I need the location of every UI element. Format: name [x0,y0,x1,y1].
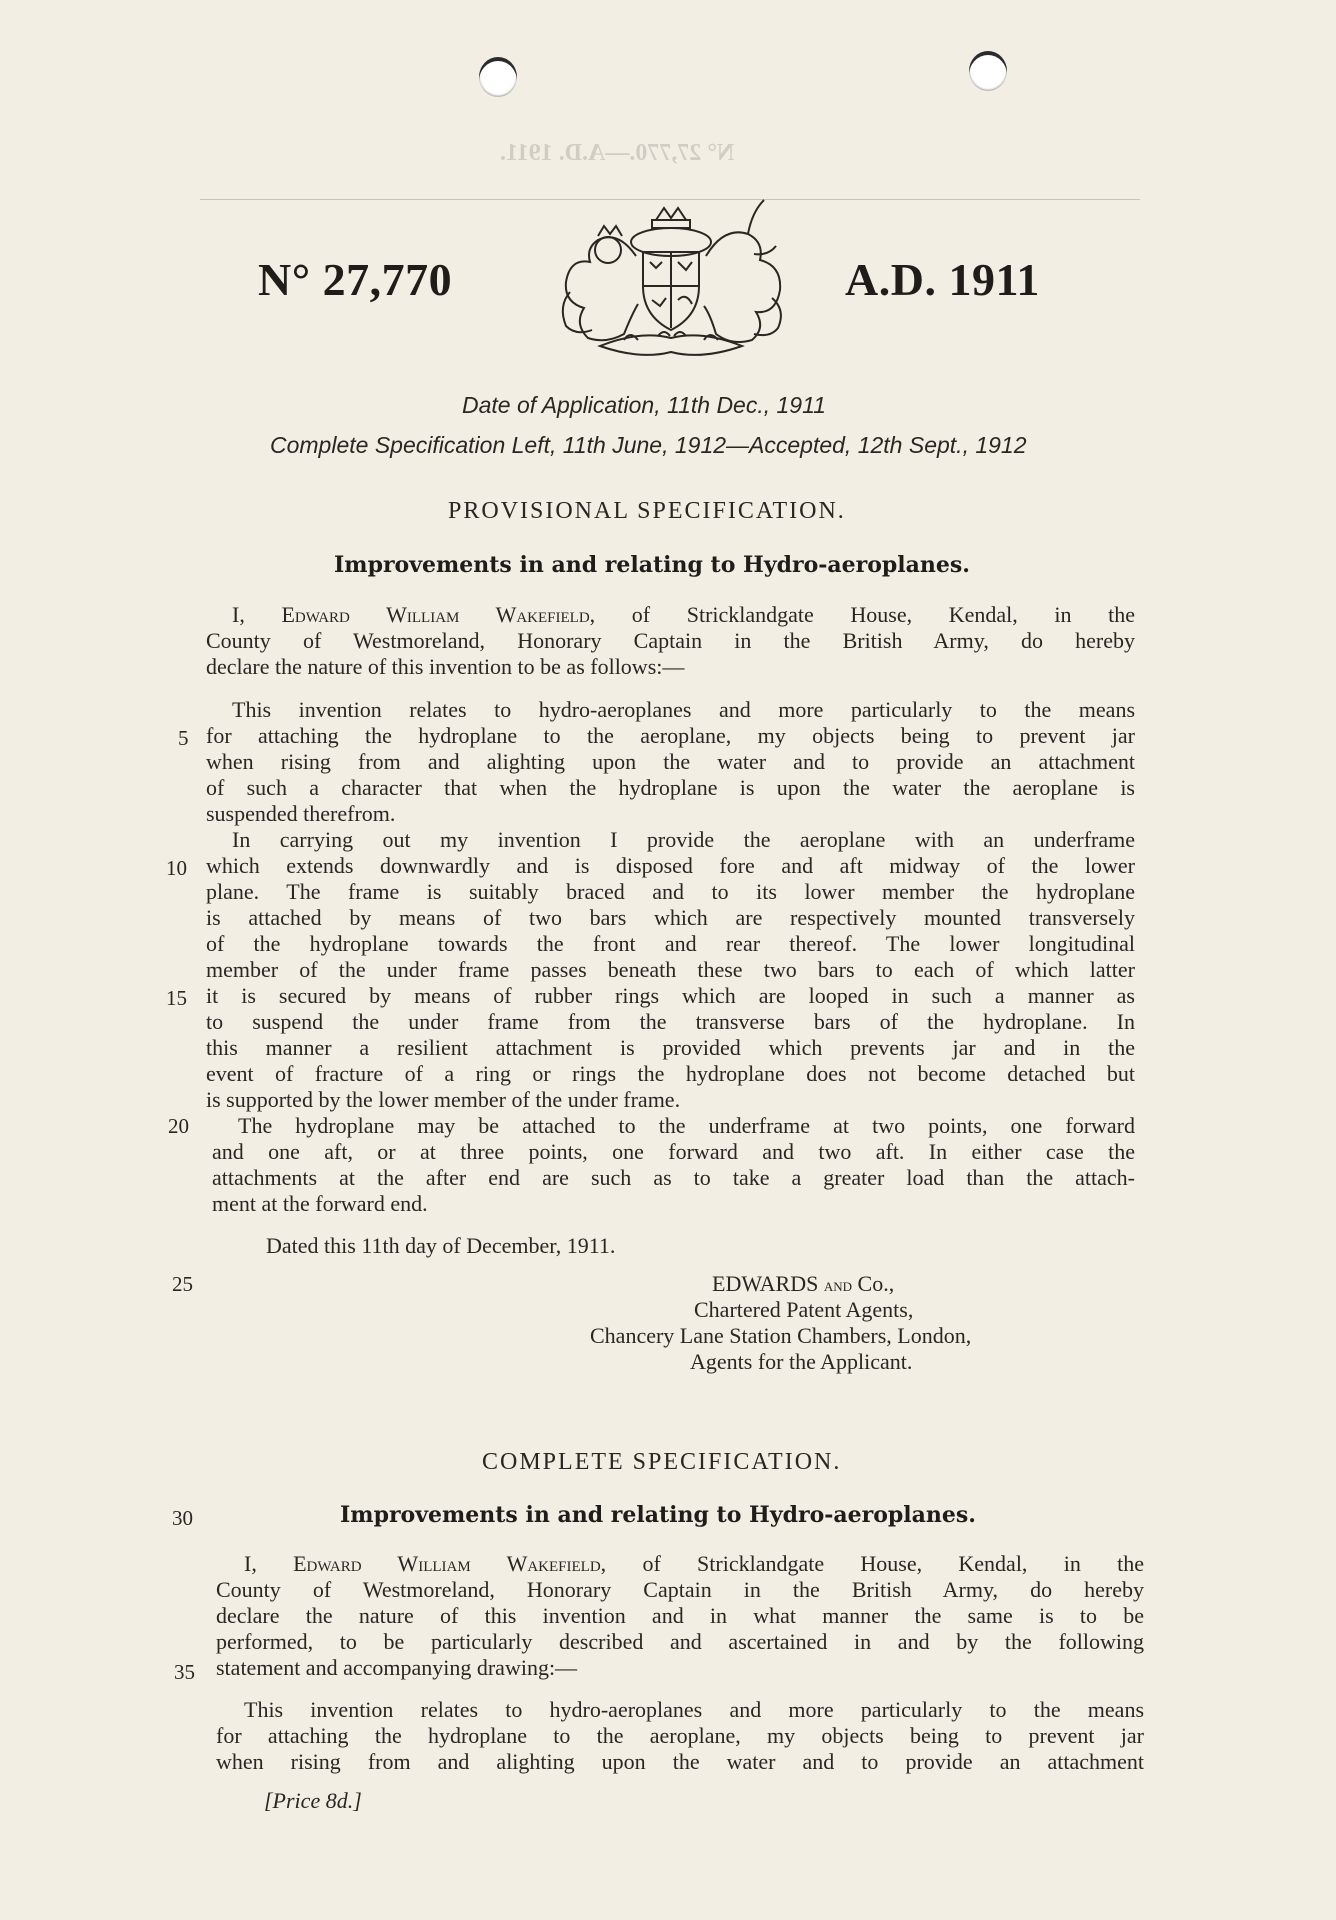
provisional-heading: PROVISIONAL SPECIFICATION. [448,498,846,524]
provisional-line: member of the under frame passes beneath these two bars to each of which latter [206,957,1135,982]
complete-intro-line-3: declare the nature of this invention and in what manner the same is to be [216,1603,1144,1628]
provisional-line: attachments at the after end are such as to take a greater load than the attach- [212,1165,1135,1190]
provisional-title: Improvements in and relating to Hydro-aeroplanes. [334,552,970,578]
provisional-line: ment at the forward end. [212,1191,428,1216]
provisional-line: for attaching the hydroplane to the aeroplane, my objects being to prevent jar [206,723,1135,748]
provisional-line: which extends downwardly and is disposed fore and aft midway of the lower [206,853,1135,878]
punch-hole-right [969,51,1007,91]
price: [Price 8d.] [264,1788,362,1813]
complete-intro-line-4: performed, to be particularly described and ascertained in and by the following [216,1629,1144,1654]
complete-specification-dates: Complete Specification Left, 11th June, 1912—Accepted, 12th Sept., 1912 [270,432,1027,458]
complete-intro-line-1: I, Edward William Wakefield, of Stricklandgate House, Kendal, in the [244,1551,1144,1576]
patent-number: N° 27,770 [258,254,453,305]
complete-heading: COMPLETE SPECIFICATION. [482,1449,842,1475]
provisional-line: it is secured by means of rubber rings which are looped in such a manner as [206,983,1135,1008]
line-number: 10 [166,856,187,880]
agent-line-3: Chancery Lane Station Chambers, London, [590,1323,972,1348]
applicant-name: Edward William Wakefield [281,602,590,627]
provisional-line: when rising from and alighting upon the water and to provide an attachment [206,749,1135,774]
provisional-line: this manner a resilient attachment is provided which prevents jar and in the [206,1035,1135,1060]
provisional-line: of the hydroplane towards the front and rear thereof. The lower longitudinal [206,931,1135,956]
provisional-line: and one aft, or at three points, one forward and two aft. In either case the [212,1139,1135,1164]
complete-line: for attaching the hydroplane to the aeroplane, my objects being to prevent jar [216,1723,1144,1748]
line-number: 30 [172,1506,193,1530]
provisional-line: is supported by the lower member of the under frame. [206,1087,681,1112]
provisional-line: plane. The frame is suitably braced and to its lower member the hydroplane [206,879,1135,904]
provisional-line: of such a character that when the hydroplane is upon the water the aeroplane is [206,775,1135,800]
provisional-intro-line-2: County of Westmoreland, Honorary Captain in the British Army, do hereby [206,628,1135,653]
complete-line: when rising from and alighting upon the water and to provide an attachment [216,1749,1144,1774]
complete-intro-line-2: County of Westmoreland, Honorary Captain in the British Army, do hereby [216,1577,1144,1602]
provisional-line: to suspend the under frame from the transverse bars of the hydroplane. In [206,1009,1135,1034]
line-number: 20 [168,1114,189,1138]
patent-year: A.D. 1911 [845,254,1040,305]
provisional-line: The hydroplane may be attached to the underframe at two points, one forward [238,1113,1135,1138]
provisional-intro-line-1: I, Edward William Wakefield, of Stricklandgate House, Kendal, in the [232,602,1135,627]
agent-line-2: Chartered Patent Agents, [694,1297,914,1322]
complete-title: Improvements in and relating to Hydro-aeroplanes. [340,1502,976,1528]
provisional-line: suspended therefrom. [206,801,396,826]
dated-line: Dated this 11th day of December, 1911. [266,1233,616,1258]
date-of-application: Date of Application, 11th Dec., 1911 [462,392,826,418]
royal-coat-of-arms-icon [540,196,802,364]
provisional-line: This invention relates to hydro-aeroplanes and more particularly to the means [232,697,1135,722]
complete-line: This invention relates to hydro-aeroplanes and more particularly to the means [244,1697,1144,1722]
complete-intro-line-5: statement and accompanying drawing:— [216,1655,578,1680]
line-number: 35 [174,1660,195,1684]
bleed-through-header: N° 27,770.—A.D. 1911. [500,140,735,166]
line-number: 5 [178,726,189,750]
line-number: 25 [172,1272,193,1296]
agent-firm: EDWARDS and Co., [712,1271,895,1296]
provisional-line: In carrying out my invention I provide the aeroplane with an underframe [232,827,1135,852]
provisional-line: is attached by means of two bars which are respectively mounted transversely [206,905,1135,930]
line-number: 15 [166,986,187,1010]
agent-line-4: Agents for the Applicant. [690,1349,913,1374]
applicant-name: Edward William Wakefield [293,1551,601,1576]
punch-hole-left [479,57,517,97]
provisional-line: event of fracture of a ring or rings the hydroplane does not become detached but [206,1061,1135,1086]
provisional-intro-line-3: declare the nature of this invention to be as follows:— [206,654,685,679]
